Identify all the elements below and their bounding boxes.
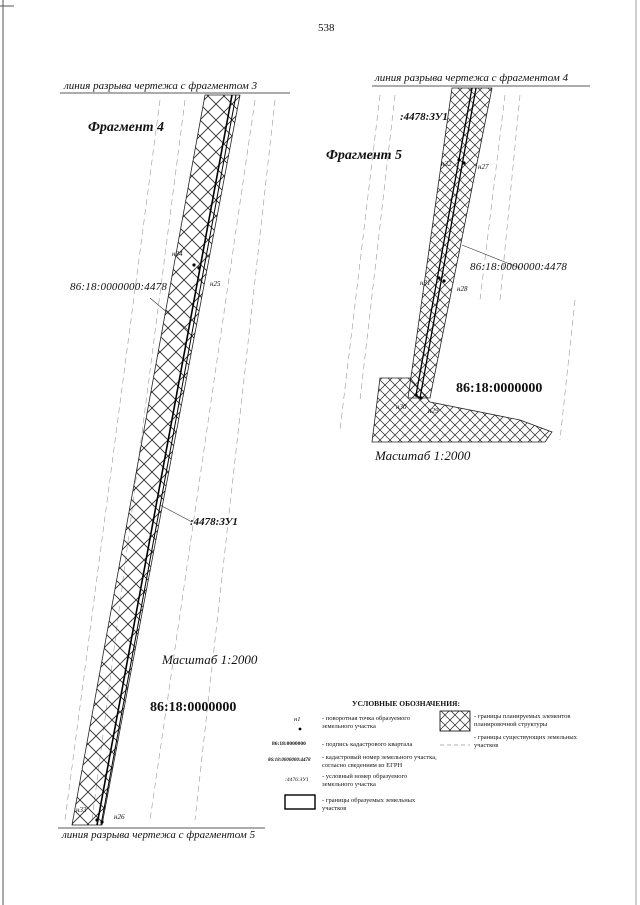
- point-n31: [437, 276, 440, 279]
- break-line-label-top-left: линия разрыва чертежа с фрагментом 3: [64, 80, 258, 92]
- fragment4-cadastral-number: 86:18:0000000:4478: [70, 281, 168, 293]
- legend-item-zu-symbol: :4476:ЗУ1: [285, 777, 309, 783]
- legend-item-quarter-text: - подпись кадастрового квартала: [322, 741, 413, 748]
- legend-item-planned-structure-text: - границы планируемых элементов планировочной структуры: [474, 713, 571, 728]
- point-n26: [100, 820, 103, 823]
- fragment5-hatched-band: [408, 88, 492, 398]
- point-n32: [457, 158, 460, 161]
- fragment4-title: Фрагмент 4: [88, 120, 165, 135]
- legend-item-cadastral-symbol: 86:18:0000000:4478: [268, 758, 311, 763]
- fragment4-drawing: [58, 93, 290, 828]
- point-label-n29: н29: [428, 407, 439, 415]
- fragment5-title: Фрагмент 5: [326, 148, 403, 163]
- point-label-n25: н25: [210, 280, 221, 288]
- point-n28: [442, 279, 445, 282]
- fragment5-scale: Масштаб 1:2000: [375, 448, 471, 463]
- legend-item-zu-text: - условный номер образуемого земельного участка: [322, 773, 408, 788]
- legend-title: УСЛОВНЫЕ ОБОЗНАЧЕНИЯ:: [352, 699, 460, 708]
- fragment4-scale: Масштаб 1:2000: [162, 652, 258, 667]
- legend-point-symbol: [299, 728, 302, 731]
- fragment5-quarter-label: 86:18:0000000: [456, 381, 543, 396]
- legend-item-parcel-boundary-text: - границы образуемых земельных участков: [322, 797, 416, 812]
- point-label-n27: н27: [478, 163, 489, 171]
- point-n33: [95, 818, 98, 821]
- page-number: 538: [318, 22, 335, 34]
- legend-item-point-text: - поворотная точка образуемого земельного участка: [322, 715, 410, 730]
- legend-item-quarter-symbol: 86:18:0000000: [272, 741, 306, 747]
- legend-hatch-symbol: [440, 711, 470, 731]
- point-label-n30: н30: [396, 403, 407, 411]
- point-n34: [192, 263, 195, 266]
- point-n29: [419, 396, 422, 399]
- fragment5-cadastral-number: 86:18:0000000:4478: [470, 261, 568, 273]
- legend-item-cadastral-text: - кадастровый номер земельного участка, согласно сведениям из ЕГРН: [322, 754, 437, 769]
- point-label-n26: н26: [114, 813, 125, 821]
- point-label-n34: н34: [172, 250, 183, 258]
- legend-item-point-symbol: н1: [294, 716, 301, 723]
- point-label-n32: н32: [441, 160, 452, 168]
- point-n27: [462, 161, 465, 164]
- legend-item-existing-parcels-text: - границы существующих земельных участков: [474, 734, 577, 749]
- legend-parcel-boundary-symbol: [285, 795, 315, 809]
- point-label-n28: н28: [457, 285, 468, 293]
- break-line-label-top-right: линия разрыва чертежа с фрагментом 4: [375, 72, 569, 84]
- point-n25: [197, 266, 200, 269]
- point-label-n31: н31: [420, 279, 431, 287]
- fragment5-zu-label: :4478:ЗУ1: [400, 111, 448, 123]
- fragment4-quarter-label: 86:18:0000000: [150, 700, 237, 715]
- fragment4-zu-label: :4478:ЗУ1: [190, 516, 238, 528]
- point-label-n33: н33: [76, 806, 87, 814]
- point-n30: [414, 393, 417, 396]
- break-line-label-bottom-left: линия разрыва чертежа с фрагментом 5: [62, 829, 256, 841]
